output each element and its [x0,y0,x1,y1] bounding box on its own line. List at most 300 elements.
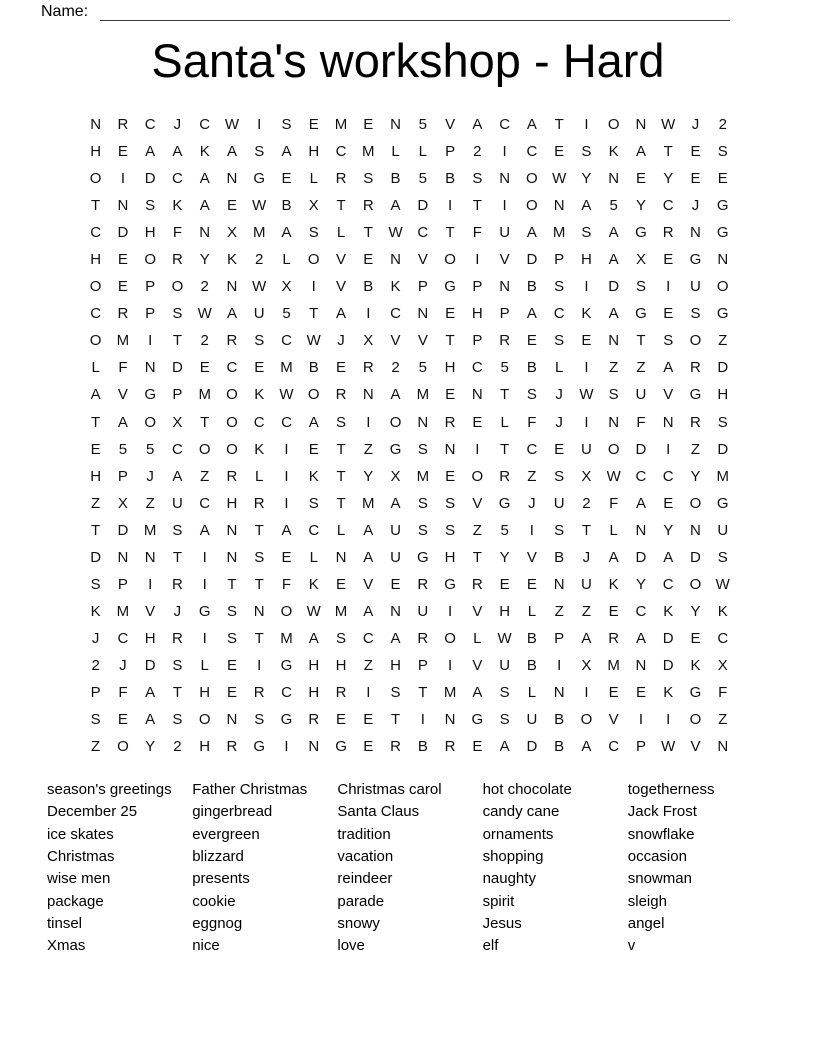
grid-letter: C [608,738,620,756]
grid-letter: G [389,440,402,458]
word-list-item: snowy [337,915,380,933]
grid-letter: L [418,143,427,161]
grid-letter: K [663,684,674,701]
grid-letter: E [554,440,565,458]
grid-letter: A [390,629,401,647]
grid-letter: S [172,305,183,323]
grid-letter: A [90,386,101,404]
grid-row [82,219,737,246]
grid-letter: O [689,494,702,512]
grid-letter: I [311,278,316,296]
grid-letter: S [308,494,319,512]
grid-letter: U [580,575,592,593]
word-list-item: December 25 [47,803,138,821]
grid-letter: Y [690,602,701,620]
grid-letter: L [200,656,209,674]
grid-letter: E [663,251,674,269]
grid-letter: W [279,386,294,404]
grid-letter: S [254,711,265,729]
grid-letter: C [281,684,292,701]
grid-letter: C [90,305,102,323]
grid-letter: K [390,278,401,296]
grid-letter: 2 [718,116,727,134]
grid-letter: S [499,711,510,729]
grid-letter: K [717,602,728,620]
grid-letter: A [363,521,374,539]
grid-letter: O [689,332,702,350]
grid-letter: T [309,305,319,323]
grid-letter: I [366,413,371,431]
grid-letter: Z [363,656,373,674]
grid-letter: I [448,197,453,215]
grid-letter: S [717,548,728,566]
grid-letter: A [635,629,646,647]
grid-letter: S [390,684,401,701]
grid-letter: C [226,359,238,377]
grid-letter: B [445,170,456,188]
grid-letter: G [416,548,429,566]
grid-letter: F [636,413,646,431]
grid-letter: T [445,332,455,350]
grid-letter: 5 [418,116,427,134]
grid-letter: W [552,170,567,188]
grid-letter: T [500,386,510,404]
grid-letter: A [363,548,374,566]
grid-letter: Z [581,602,591,620]
grid-letter: G [444,575,456,593]
grid-letter: R [608,629,620,647]
grid-letter: R [471,575,483,593]
grid-letter: A [281,143,292,161]
grid-letter: C [526,143,538,161]
grid-letter: O [307,386,320,404]
grid-letter: I [257,656,262,674]
grid-row [82,436,737,463]
grid-letter: M [416,467,430,485]
grid-letter: S [554,278,565,296]
grid-letter: N [717,738,729,756]
word-list-item: season's greetings [47,781,172,798]
grid-letter: W [715,575,730,593]
grid-letter: R [253,494,265,512]
grid-letter: K [663,602,674,620]
grid-letter: E [336,711,347,729]
grid-letter: G [471,711,484,729]
grid-letter: C [417,224,429,242]
grid-letter: B [554,738,565,756]
grid-letter: N [226,548,238,566]
grid-letter: O [307,251,320,269]
grid-letter: O [171,278,184,296]
grid-letter: D [144,170,156,188]
grid-letter: A [145,684,156,701]
grid-letter: S [145,197,156,215]
grid-letter: C [662,197,674,215]
grid-letter: E [226,197,237,215]
grid-letter: A [472,116,483,134]
grid-letter: O [389,413,402,431]
grid-letter: W [224,116,240,134]
grid-letter: O [444,251,456,269]
grid-letter: A [526,224,537,242]
grid-letter: I [284,467,289,485]
grid-letter: P [145,278,156,296]
grid-letter: E [526,575,537,593]
grid-letter: T [254,521,264,539]
grid-letter: T [227,575,237,593]
grid-letter: 5 [500,521,509,539]
grid-letter: O [144,251,156,269]
grid-letter: E [254,359,265,377]
grid-letter: A [281,224,292,242]
grid-letter: D [90,548,102,566]
grid-letter: M [143,521,157,539]
grid-letter: C [199,116,211,134]
grid-letter: E [308,116,319,134]
word-list-item: hot chocolate [482,781,572,798]
grid-letter: W [661,116,676,134]
grid-letter: E [608,684,619,701]
grid-letter: J [582,548,591,566]
grid-letter: N [117,197,129,215]
grid-letter: P [117,467,128,485]
grid-letter: N [608,332,620,350]
grid-letter: G [253,170,266,188]
grid-letter: B [526,656,537,674]
grid-letter: N [553,684,565,701]
grid-letter: D [662,656,674,674]
grid-letter: A [145,143,156,161]
grid-letter: R [335,170,347,188]
grid-letter: G [716,197,729,215]
grid-letter: 5 [118,440,128,458]
grid-letter: V [663,386,674,404]
grid-letter: 2 [91,656,100,674]
grid-letter: F [527,413,537,431]
grid-letter: I [666,440,671,458]
grid-letter: C [253,413,265,431]
grid-letter: E [445,467,456,485]
grid-letter: K [581,305,592,323]
grid-letter: G [280,711,293,729]
grid-letter: A [336,305,347,323]
grid-letter: H [199,684,211,701]
word-list-column [483,779,628,958]
grid-letter: A [663,359,674,377]
grid-letter: R [117,116,129,134]
grid-letter: G [689,251,702,269]
grid-letter: N [635,116,647,134]
grid-letter: P [445,143,456,161]
grid-letter: W [197,305,212,323]
grid-letter: O [689,711,702,729]
grid-row [82,300,737,327]
grid-letter: N [635,656,647,674]
grid-row [82,544,737,571]
word-list-item: love [337,937,365,955]
grid-letter: N [226,521,238,539]
grid-letter: U [499,224,511,242]
grid-letter: R [253,684,265,701]
grid-letter: T [336,494,346,512]
grid-letter: S [717,413,728,431]
word-list-item: reindeer [337,870,393,888]
grid-letter: T [336,467,346,485]
grid-letter: U [253,305,265,323]
grid-letter: Z [527,467,537,485]
grid-letter: V [390,332,401,350]
grid-letter: T [581,521,591,539]
grid-row [82,381,737,408]
grid-letter: U [172,494,183,512]
grid-letter: E [445,386,456,404]
grid-letter: H [308,656,320,674]
grid-row [82,706,737,733]
grid-letter: J [91,629,100,647]
grid-letter: R [226,332,238,350]
grid-letter: X [172,413,183,431]
grid-letter: E [199,359,210,377]
grid-letter: P [635,738,646,756]
grid-letter: N [117,548,129,566]
grid-letter: A [308,413,319,431]
grid-letter: G [144,386,156,404]
grid-letter: D [690,548,701,566]
grid-letter: N [226,278,238,296]
grid-letter: H [308,143,320,161]
grid-letter: W [497,629,512,647]
grid-letter: D [117,224,129,242]
grid-letter: N [308,738,320,756]
grid-letter: N [553,575,565,593]
grid-letter: T [445,224,455,242]
grid-letter: T [472,548,482,566]
grid-letter: H [471,305,483,323]
grid-letter: S [499,684,510,701]
grid-row [82,354,737,381]
grid-letter: I [584,359,589,377]
grid-letter: U [499,656,511,674]
grid-letter: N [717,251,729,269]
word-list-item: tinsel [47,915,83,933]
grid-letter: A [117,413,128,431]
grid-letter: M [552,224,566,242]
grid-letter: T [363,224,373,242]
grid-letter: V [336,278,347,296]
grid-letter: O [226,440,238,458]
word-list-item: angel [627,915,665,933]
grid-letter: A [581,197,592,215]
grid-letter: L [91,359,100,377]
grid-letter: W [306,602,321,620]
grid-letter: M [362,494,375,512]
grid-letter: K [172,197,183,215]
grid-letter: A [390,197,401,215]
grid-letter: E [336,359,347,377]
grid-letter: M [116,602,130,620]
word-list-item: Jack Frost [627,803,697,821]
grid-letter: U [580,440,592,458]
grid-letter: T [91,521,101,539]
grid-letter: P [472,278,483,296]
grid-letter: M [280,359,293,377]
grid-letter: X [390,467,401,485]
grid-letter: I [202,575,207,593]
grid-letter: F [609,494,619,512]
grid-letter: H [390,656,401,674]
grid-row [82,246,737,273]
word-list-item: gingerbread [192,803,273,821]
grid-letter: S [308,224,319,242]
grid-letter: R [172,251,183,269]
grid-letter: C [662,575,674,593]
grid-letter: C [553,305,565,323]
grid-letter: Z [636,359,646,377]
grid-letter: Y [690,467,701,485]
grid-letter: H [90,143,102,161]
grid-letter: G [198,602,211,620]
grid-letter: G [716,305,729,323]
grid-letter: R [417,629,429,647]
grid-letter: E [363,116,374,134]
grid-letter: Y [635,575,646,593]
grid-letter: T [636,332,646,350]
grid-letter: I [284,738,289,756]
grid-letter: T [663,143,673,161]
grid-letter: I [284,494,289,512]
grid-letter: V [472,494,483,512]
grid-letter: X [226,224,237,242]
grid-letter: A [145,711,156,729]
name-label: Name: [41,3,89,20]
word-list-item: Christmas carol [337,781,442,798]
grid-letter: I [120,170,125,188]
grid-letter: I [475,440,480,458]
grid-letter: H [580,251,592,269]
grid-letter: J [119,656,127,674]
grid-row [82,138,737,165]
grid-letter: O [607,116,620,134]
grid-letter: D [635,548,647,566]
grid-row [82,733,737,760]
grid-letter: N [144,359,156,377]
grid-letter: R [117,305,129,323]
grid-letter: Y [635,197,646,215]
grid-letter: O [689,575,702,593]
grid-letter: C [172,440,183,458]
grid-letter: S [690,305,701,323]
grid-row [82,625,737,652]
grid-letter: E [445,305,456,323]
word-list-item: occasion [627,848,687,866]
grid-letter: I [257,116,262,134]
grid-letter: N [199,224,211,242]
grid-letter: C [471,359,483,377]
grid-letter: O [607,440,620,458]
grid-letter: C [662,467,674,485]
grid-letter: 2 [473,143,482,161]
word-list [47,779,787,958]
grid-letter: V [363,575,374,593]
grid-letter: S [554,332,565,350]
grid-letter: G [635,224,647,242]
grid-letter: M [362,143,375,161]
grid-letter: T [336,197,346,215]
grid-letter: T [91,413,101,431]
grid-letter: V [417,332,428,350]
grid-letter: E [90,440,101,458]
grid-letter: Z [690,440,701,458]
grid-letter: W [606,467,621,485]
word-list-item: snowman [627,870,692,888]
grid-letter: R [662,224,674,242]
grid-letter: T [91,197,101,215]
grid-letter: M [252,224,266,242]
word-list-item: Xmas [47,937,86,955]
grid-letter: J [555,413,563,431]
grid-letter: O [471,467,484,485]
grid-letter: M [280,629,293,647]
grid-letter: E [363,711,374,729]
grid-letter: R [690,359,701,377]
grid-letter: R [335,684,347,701]
word-list-item: snowflake [627,825,695,843]
grid-letter: A [635,494,646,512]
grid-letter: M [443,684,457,701]
grid-letter: K [308,467,319,485]
grid-letter: 5 [282,305,291,323]
grid-letter: N [226,711,238,729]
grid-letter: N [417,413,429,431]
grid-letter: S [281,116,292,134]
grid-letter: R [444,738,456,756]
grid-letter: R [362,359,374,377]
grid-letter: N [690,224,701,242]
grid-letter: O [198,440,211,458]
word-list-item: presents [192,870,250,888]
grid-letter: P [417,656,428,674]
grid-letter: I [529,521,534,539]
grid-letter: M [716,467,729,485]
grid-letter: R [444,413,456,431]
grid-letter: A [526,305,537,323]
grid-letter: E [499,575,510,593]
grid-letter: A [608,251,619,269]
grid-letter: E [717,170,728,188]
grid-letter: E [635,684,646,701]
grid-letter: H [308,684,320,701]
grid-letter: C [362,629,374,647]
grid-letter: S [254,548,265,566]
grid-letter: N [444,711,456,729]
grid-letter: B [526,278,537,296]
grid-letter: T [200,413,210,431]
grid-letter: M [198,386,211,404]
grid-letter: K [254,386,265,404]
grid-letter: I [202,629,207,647]
grid-letter: O [89,278,102,296]
grid-letter: 2 [200,278,209,296]
grid-letter: J [555,386,563,404]
grid-letter: R [690,413,701,431]
grid-letter: A [281,521,292,539]
letter-grid [82,111,737,760]
grid-letter: K [308,575,319,593]
grid-row [82,192,737,219]
grid-letter: N [144,548,156,566]
grid-letter: S [363,170,374,188]
grid-letter: N [635,521,647,539]
